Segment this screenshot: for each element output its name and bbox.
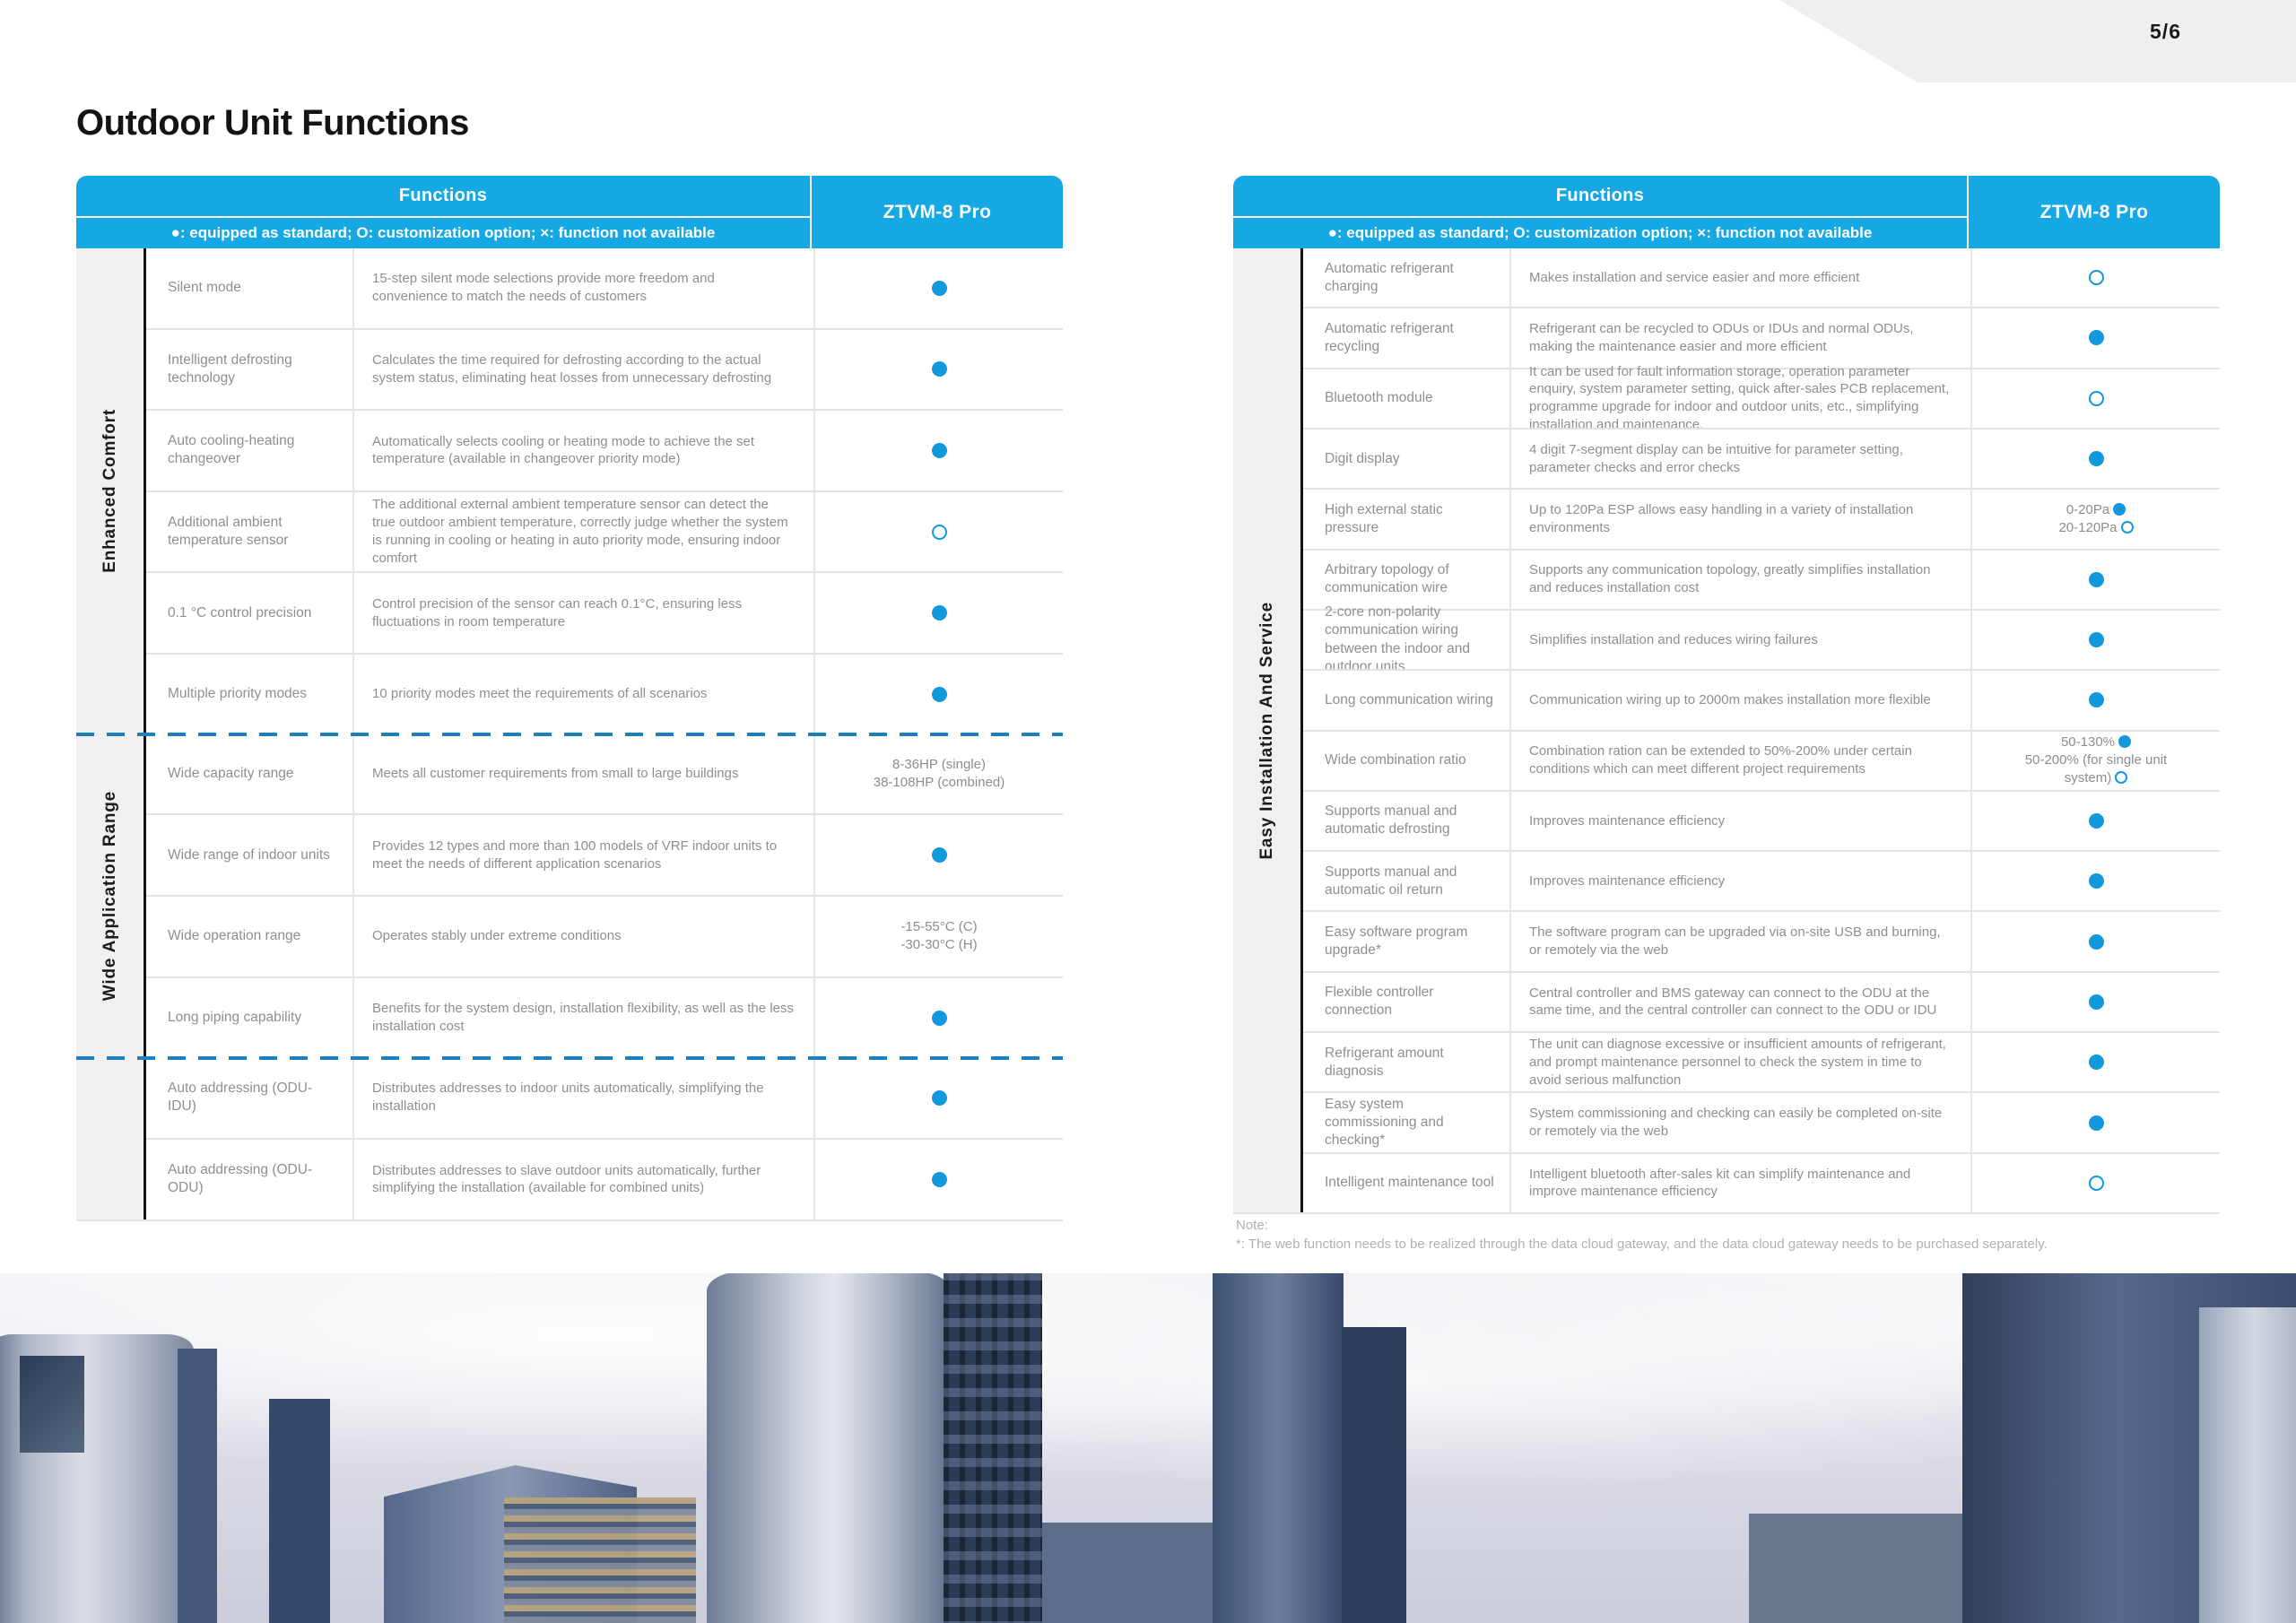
function-name: Intelligent defrosting technology — [168, 352, 292, 386]
customization-option-icon — [2121, 521, 2134, 534]
table-row — [1303, 363, 2220, 433]
equipped-standard-icon — [2089, 632, 2104, 647]
table-row — [146, 328, 1063, 410]
legend-row: ●: equipped as standard; O: customization option; ×: function not available — [1233, 216, 1967, 248]
category-label: Wide Application Range — [100, 790, 119, 1002]
model-value — [813, 734, 1063, 814]
model-value — [813, 492, 1063, 572]
building-tower — [1040, 1523, 1218, 1623]
building-tower — [707, 1273, 951, 1623]
equipped-standard-icon — [2089, 934, 2104, 950]
value-text — [2058, 501, 2133, 538]
function-name: Supports manual and automatic defrosting — [1325, 803, 1457, 838]
model-value — [813, 411, 1063, 490]
value-text — [2013, 733, 2179, 788]
customization-option-icon — [932, 525, 947, 540]
function-name: Digit display — [1325, 450, 1400, 466]
model-header: ZTVM-8 Pro — [1967, 176, 2220, 248]
model-value — [1970, 1033, 2220, 1091]
equipped-standard-icon — [932, 1172, 947, 1187]
function-description: Supports any communication topology, greatly simplifies installation and reduces installation cost — [1509, 551, 1970, 609]
footnote-label: Note: — [1236, 1218, 1268, 1233]
footnote — [1236, 1216, 2048, 1254]
function-name: Auto cooling-heating changeover — [168, 433, 295, 467]
model-value — [813, 1058, 1063, 1138]
table-header — [1233, 176, 2220, 248]
section-separator — [76, 733, 1063, 736]
equipped-standard-icon — [2089, 1115, 2104, 1131]
equipped-standard-icon — [932, 1090, 947, 1106]
model-value — [1970, 430, 2220, 488]
building-tower — [1749, 1514, 1969, 1623]
equipped-standard-icon — [932, 847, 947, 863]
building-window-patch — [20, 1356, 84, 1453]
function-name: Long piping capability — [168, 1010, 302, 1026]
equipped-standard-icon — [2089, 873, 2104, 889]
function-description: Improves maintenance efficiency — [1509, 792, 1970, 850]
table-row — [1303, 488, 2220, 548]
function-name: Additional ambient temperature sensor — [168, 514, 289, 549]
model-header: ZTVM-8 Pro — [810, 176, 1063, 248]
function-description: Provides 12 types and more than 100 models of VRF indoor units to meet the needs of different application scenarios — [352, 815, 813, 895]
city-photo — [0, 1273, 2296, 1623]
equipped-standard-icon — [932, 1011, 947, 1026]
corner-band — [1722, 0, 2296, 82]
category-label: Enhanced Comfort — [100, 409, 119, 574]
value-label: 0-20Pa — [2066, 501, 2110, 517]
table-row — [1303, 1091, 2220, 1151]
model-value — [1970, 852, 2220, 910]
function-name: Silent mode — [168, 280, 241, 296]
function-description: Benefits for the system design, installation flexibility, as well as the less installation cost — [352, 978, 813, 1058]
function-description: Simplifies installation and reduces wiring failures — [1509, 611, 1970, 669]
table-row — [1303, 248, 2220, 307]
table-row — [1303, 604, 2220, 674]
value-label: 20-120Pa — [2058, 519, 2118, 535]
category-strip — [76, 1058, 144, 1220]
section-rows — [144, 734, 1063, 1058]
value-text — [874, 756, 1004, 793]
function-description: Makes installation and service easier and more efficient — [1509, 248, 1970, 307]
equipped-standard-icon — [932, 443, 947, 458]
model-value — [1970, 1154, 2220, 1212]
function-description: Improves maintenance efficiency — [1509, 852, 1970, 910]
function-name: High external static pressure — [1325, 501, 1443, 535]
table-row — [146, 895, 1063, 976]
table-row — [1303, 850, 2220, 910]
category-strip — [76, 734, 144, 1058]
table-row — [146, 1058, 1063, 1138]
table-row — [1303, 428, 2220, 488]
function-description: Automatically selects cooling or heating mode to achieve the set temperature (available in changeover priority mode) — [352, 411, 813, 490]
table-section — [76, 248, 1063, 734]
equipped-standard-icon — [932, 361, 947, 377]
function-description: 15-step silent mode selections provide more freedom and convenience to match the needs of customers — [352, 248, 813, 328]
function-name: Long communication wiring — [1325, 691, 1493, 707]
functions-table-left — [76, 176, 1063, 1221]
table-row — [146, 1138, 1063, 1219]
category-strip — [76, 248, 144, 734]
model-value — [1970, 369, 2220, 428]
model-value — [1970, 732, 2220, 790]
function-name: Intelligent maintenance tool — [1325, 1175, 1494, 1191]
function-description: Control precision of the sensor can reach 0.1°C, ensuring less fluctuations in room temperature — [352, 573, 813, 653]
table-row — [1303, 730, 2220, 790]
value-line: 8-36HP (single) — [892, 756, 986, 772]
building-tower — [1213, 1273, 1344, 1623]
function-name: Auto addressing (ODU-IDU) — [168, 1080, 313, 1115]
category-label: Easy Installation And Service — [1257, 601, 1276, 860]
value-line: 38-108HP (combined) — [873, 774, 1005, 790]
model-value — [813, 655, 1063, 734]
function-description: Communication wiring up to 2000m makes installation more flexible — [1509, 671, 1970, 729]
value-line — [2058, 501, 2133, 519]
function-name: Multiple priority modes — [168, 686, 308, 702]
model-value — [1970, 248, 2220, 307]
function-description: Distributes addresses to indoor units automatically, simplifying the installation — [352, 1058, 813, 1138]
table-row — [1303, 790, 2220, 850]
building-tower — [0, 1334, 194, 1623]
function-description: The software program can be upgraded via on-site USB and burning, or remotely via the web — [1509, 912, 1970, 970]
table-body — [76, 248, 1063, 1221]
table-row — [146, 490, 1063, 572]
function-name: Automatic refrigerant charging — [1325, 260, 1454, 294]
function-description: Meets all customer requirements from small to large buildings — [352, 734, 813, 814]
table-row — [1303, 1031, 2220, 1091]
customization-option-icon — [2089, 1176, 2104, 1191]
table-row — [1303, 910, 2220, 970]
equipped-standard-icon — [2089, 692, 2104, 707]
page-number: 5/6 — [2150, 20, 2181, 43]
table-row — [1303, 1152, 2220, 1212]
building-tower — [1342, 1327, 1406, 1623]
table-row — [146, 734, 1063, 814]
model-value — [1970, 792, 2220, 850]
model-value — [1970, 611, 2220, 669]
function-description: 10 priority modes meet the requirements of all scenarios — [352, 655, 813, 734]
value-label: 50-130% — [2060, 733, 2116, 750]
function-name: Supports manual and automatic oil return — [1325, 864, 1457, 898]
section-separator — [76, 1056, 1063, 1060]
function-name: Wide operation range — [168, 928, 301, 944]
section-rows — [1300, 248, 2220, 1212]
value-label: 50-200% (for single unit system) — [2024, 752, 2168, 786]
legend-row: ●: equipped as standard; O: customization option; ×: function not available — [76, 216, 810, 248]
table-row — [1303, 549, 2220, 609]
model-value — [1970, 1093, 2220, 1151]
model-value — [813, 815, 1063, 895]
customization-option-icon — [2115, 771, 2127, 784]
equipped-standard-icon — [2089, 994, 2104, 1010]
function-description: Calculates the time required for defrosting according to the actual system status, eliminating heat losses from unnecessary defrosting — [352, 330, 813, 410]
equipped-standard-icon — [2089, 1055, 2104, 1070]
function-description: Central controller and BMS gateway can connect to the ODU at the same time, and the central controller can connect to the ODU or IDU — [1509, 973, 1970, 1031]
equipped-standard-icon — [2089, 813, 2104, 829]
customization-option-icon — [2089, 270, 2104, 285]
function-name: Bluetooth module — [1325, 390, 1433, 406]
equipped-standard-icon — [932, 687, 947, 702]
model-value — [813, 1140, 1063, 1219]
functions-header: Functions — [1555, 185, 1645, 205]
table-section — [76, 1058, 1063, 1220]
model-value — [1970, 308, 2220, 367]
table-row — [146, 571, 1063, 653]
table-row — [146, 409, 1063, 490]
equipped-standard-icon — [932, 605, 947, 621]
building-tower — [2199, 1307, 2296, 1623]
function-description: Intelligent bluetooth after-sales kit can simplify maintenance and improve maintenance efficiency — [1509, 1154, 1970, 1212]
function-description: Up to 120Pa ESP allows easy handling in a variety of installation environments — [1509, 490, 1970, 548]
function-name: 2-core non-polarity communication wiring between the indoor and outdoor units — [1325, 604, 1471, 674]
building-tower — [504, 1497, 696, 1623]
model-value — [1970, 490, 2220, 548]
table-row — [146, 248, 1063, 328]
function-description: Distributes addresses to slave outdoor units automatically, further simplifying the installation (available for combined units) — [352, 1140, 813, 1219]
value-line — [2013, 751, 2179, 788]
function-name: Flexible controller connection — [1325, 985, 1434, 1019]
section-rows — [144, 248, 1063, 734]
value-line — [2013, 733, 2179, 751]
function-name: Easy software program upgrade* — [1325, 924, 1468, 959]
table-section — [1233, 248, 2220, 1212]
function-description: 4 digit 7-segment display can be intuitive for parameter setting, parameter checks and error checks — [1509, 430, 1970, 488]
model-value — [813, 330, 1063, 410]
model-value — [813, 573, 1063, 653]
table-section — [76, 734, 1063, 1058]
customization-option-icon — [2089, 391, 2104, 406]
equipped-standard-icon — [932, 281, 947, 296]
model-value — [1970, 551, 2220, 609]
model-value — [813, 897, 1063, 976]
function-description: System commissioning and checking can easily be completed on-site or remotely via the web — [1509, 1093, 1970, 1151]
function-name: Wide capacity range — [168, 765, 294, 781]
function-description: It can be used for fault information storage, operation parameter enquiry, system parameter setting, quick after-sales PCB replacement, programme upgrade for indoor and outdoor units, etc., simplifying installation and maintenance. — [1509, 369, 1970, 428]
function-description: Operates stably under extreme conditions — [352, 897, 813, 976]
function-name: Wide combination ratio — [1325, 752, 1466, 768]
functions-table-right — [1233, 176, 2220, 1214]
function-description: Combination ration can be extended to 50%-200% under certain conditions which can meet different project requirements — [1509, 732, 1970, 790]
value-text — [900, 918, 977, 955]
footnote-text: *: The web function needs to be realized through the data cloud gateway, and the data cloud gateway needs to be purchased separately. — [1236, 1237, 2048, 1252]
table-row — [1303, 971, 2220, 1031]
model-value — [813, 248, 1063, 328]
building-tower — [269, 1399, 330, 1623]
function-name: Auto addressing (ODU-ODU) — [168, 1162, 313, 1196]
function-name: 0.1 °C control precision — [168, 604, 312, 621]
table-row — [146, 976, 1063, 1058]
equipped-standard-icon — [2118, 735, 2131, 748]
function-name: Easy system commissioning and checking* — [1325, 1096, 1444, 1149]
equipped-standard-icon — [2089, 572, 2104, 587]
page-title: Outdoor Unit Functions — [76, 102, 469, 143]
equipped-standard-icon — [2089, 330, 2104, 345]
table-row — [1303, 669, 2220, 729]
function-description: The additional external ambient temperature sensor can detect the true outdoor ambient temperature, correctly judge whether the system is running in cooling or heating in auto priority mode, ensuring indoor comfort — [352, 492, 813, 572]
value-line: -30-30°C (H) — [900, 937, 978, 953]
table-row — [1303, 307, 2220, 367]
function-description: Refrigerant can be recycled to ODUs or IDUs and normal ODUs, making the maintenance easier and more efficient — [1509, 308, 1970, 367]
table-body — [1233, 248, 2220, 1214]
table-header — [76, 176, 1063, 248]
table-row — [146, 813, 1063, 895]
category-strip — [1233, 248, 1300, 1212]
function-description: The unit can diagnose excessive or insufficient amounts of refrigerant, and prompt maintenance personnel to check the system in time to avoid serious malfunction — [1509, 1033, 1970, 1091]
section-rows — [144, 1058, 1063, 1220]
building-tower — [178, 1349, 217, 1623]
value-line: -15-55°C (C) — [900, 919, 978, 935]
function-name: Wide range of indoor units — [168, 846, 330, 863]
building-tower — [944, 1273, 1042, 1623]
model-value — [1970, 671, 2220, 729]
function-name: Automatic refrigerant recycling — [1325, 320, 1454, 354]
model-value — [1970, 912, 2220, 970]
functions-header: Functions — [398, 185, 488, 205]
function-name: Arbitrary topology of communication wire — [1325, 562, 1449, 596]
model-value — [1970, 973, 2220, 1031]
value-line — [2058, 519, 2133, 537]
equipped-standard-icon — [2089, 451, 2104, 466]
model-value — [813, 978, 1063, 1058]
table-row — [146, 653, 1063, 734]
function-name: Refrigerant amount diagnosis — [1325, 1045, 1444, 1079]
equipped-standard-icon — [2113, 503, 2126, 516]
